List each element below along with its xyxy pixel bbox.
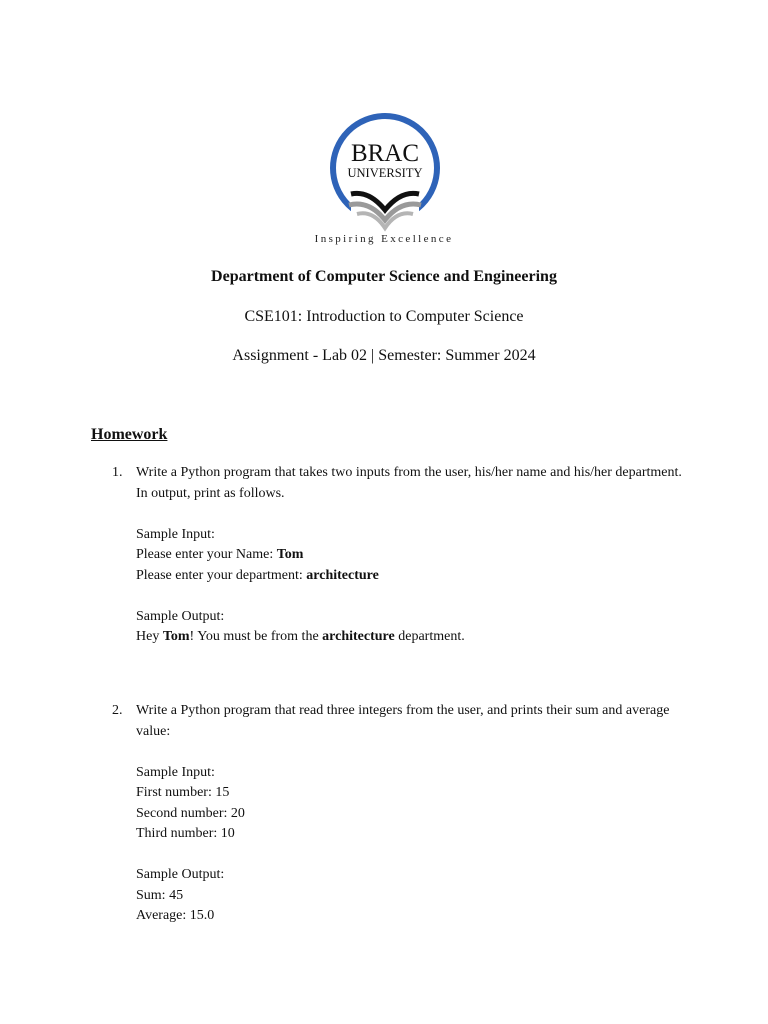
- sample-output-line: [136, 627, 682, 648]
- sample-input-line: Second number: 20: [136, 805, 245, 821]
- sample-output-label: Sample Output:: [136, 608, 225, 624]
- item-body: [136, 701, 682, 927]
- item-number: 1.: [112, 465, 123, 480]
- output-text: Hey: [136, 629, 163, 644]
- sample-input-label: Sample Input:: [136, 764, 215, 780]
- output-department: architecture: [322, 629, 395, 644]
- item-number: 2.: [112, 703, 123, 718]
- department-title: Department of Computer Science and Engineering: [211, 268, 557, 285]
- university-logo: [311, 104, 461, 254]
- logo-tagline: Inspiring Excellence: [314, 233, 454, 245]
- sample-output-line: Sum: 45: [136, 887, 184, 903]
- output-text: department.: [394, 629, 465, 644]
- sample-input-line: First number: 15: [136, 785, 230, 800]
- item-body: [136, 463, 682, 648]
- question-text: Write a Python program that takes two inputs from the user, his/her name and his/her department. In output, print as follows.: [136, 465, 682, 501]
- output-name: Tom: [162, 629, 190, 644]
- question-text: Write a Python program that read three integers from the user, and prints their sum and average value:: [136, 703, 670, 739]
- homework-heading: Homework: [91, 426, 168, 443]
- input-value: architecture: [306, 567, 379, 583]
- logo-text-brac: BRAC: [350, 140, 420, 167]
- output-text: ! You must be from the: [189, 629, 323, 644]
- sample-input-line: Third number: 10: [136, 826, 235, 841]
- sample-output-label: Sample Output:: [136, 867, 225, 882]
- logo-text-university: UNIVERSITY: [347, 166, 423, 180]
- input-prompt: Please enter your department:: [136, 567, 307, 583]
- input-value: Tom: [276, 547, 304, 562]
- input-prompt: Please enter your Name:: [136, 547, 277, 562]
- sample-input-line: [136, 566, 682, 587]
- homework-item-2: [112, 701, 682, 927]
- sample-input-line: [136, 545, 682, 566]
- sample-input-label: Sample Input:: [136, 526, 215, 542]
- sample-output-line: Average: 15.0: [136, 908, 215, 923]
- homework-item-1: [112, 463, 682, 648]
- assignment-title: Assignment - Lab 02 | Semester: Summer 2024: [232, 347, 536, 364]
- course-title: CSE101: Introduction to Computer Science: [244, 308, 524, 325]
